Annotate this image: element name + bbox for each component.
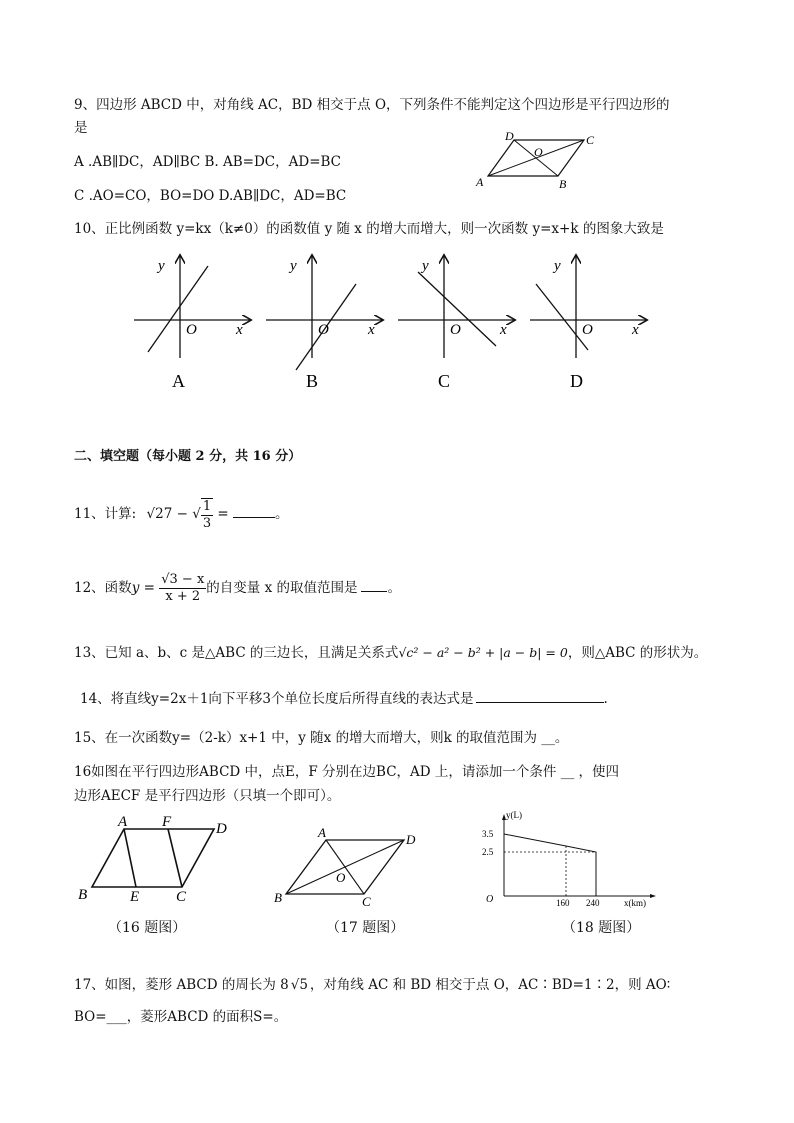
graph-b-label: B [306,371,319,391]
q13: 13、已知 a、b、c 是△ABC 的三边长，且满足关系式√c² − a² − b² + |a − b| = 0，则△ABC 的形状为。 [74,645,708,661]
q9-fig-label-b: B [559,177,567,191]
q16-line1: 16如图在平行四边形ABCD 中，点E，F 分别在边BC，AD 上，请添加一个条件 __ ，使四 [74,764,620,780]
svg-text:x: x [500,322,507,338]
svg-text:B: B [78,887,88,903]
q9-fig-label-c: C [586,133,595,147]
svg-text:240: 240 [586,898,600,908]
graph-a [134,256,250,391]
graph-c-label: C [438,371,451,391]
svg-text:A: A [118,815,128,830]
q17-line2: BO=___，菱形ABCD 的面积S=。 [74,1009,288,1025]
q9-line2: 是 [74,120,88,136]
section-2-heading: 二、填空题（每小题 2 分，共 16 分） [74,449,302,464]
q9-options-cd: C .AO=CO，BO=DO D.AB∥DC，AD=BC [74,188,347,204]
fig17-rhombus [270,822,420,912]
q9-options-ab: A .AB∥DC，AD∥BC B. AB=DC，AD=BC [74,154,342,170]
svg-text:E: E [130,889,140,905]
svg-text:y: y [554,258,561,274]
q16-line2: 边形AECF 是平行四边形（只填一个即可）。 [74,788,341,804]
caption-16: （16 题图） [108,920,187,936]
q9-fig-label-o: O [534,145,543,159]
q9-line1: 9、四边形 ABCD 中，对角线 AC，BD 相交于点 O，下列条件不能判定这个四边形是平行四边形的 [74,97,670,113]
q9-parallelogram-figure [470,128,600,192]
svg-text:C: C [176,889,187,905]
svg-text:O: O [336,870,346,885]
fig16-parallelogram [72,815,242,905]
svg-text:B: B [274,890,282,905]
q15: 15、在一次函数y=（2-k）x+1 中，y 随x 的增大而增大，则k 的取值范围为 __。 [74,730,569,746]
svg-text:O: O [186,322,197,338]
fig18-graph [474,808,674,912]
graph-a-label: A [172,371,185,391]
q17-line1: 17、如图，菱形 ABCD 的周长为 8 √5 ，对角线 AC 和 BD 相交于点 O，AC∶BD=1∶2，则 AO∶ [74,977,671,993]
svg-text:A: A [318,825,326,840]
caption-17: （17 题图） [326,920,405,936]
svg-text:C: C [362,894,371,909]
q12: 12、函数y = $\frac{√3 - x}{x + 2}$ 的自变量 x 的取值范围是 。 [74,572,401,604]
graph-d-label: D [570,371,583,391]
svg-text:O: O [318,322,329,338]
svg-text:O: O [582,322,593,338]
graph-c [398,256,514,391]
svg-text:160: 160 [556,898,570,908]
svg-text:2.5: 2.5 [482,847,494,857]
svg-text:x: x [236,322,243,338]
q9-fig-label-d: D [505,129,514,143]
svg-text:F: F [162,815,172,830]
q9-fig-label-a: A [476,175,484,189]
graph-d [530,256,646,391]
graph-b [266,256,382,391]
svg-text:y: y [422,258,429,274]
q10-text: 10、正比例函数 y=kx（k≠0）的函数值 y 随 x 的增大而增大，则一次函数 y=x+k 的图象大致是 [74,221,664,237]
svg-text:D: D [406,832,416,847]
svg-text:y(L): y(L) [506,810,522,820]
svg-text:y: y [158,258,165,274]
svg-text:3.5: 3.5 [482,829,494,839]
q10-graphs [128,250,658,395]
svg-text:x(km): x(km) [624,898,646,908]
svg-text:O: O [450,322,461,338]
q11: 11、计算: √27 − √ $\frac{1}{3}$ = 。 [74,498,289,531]
caption-18: （18 题图） [562,920,641,936]
svg-text:O: O [486,894,494,905]
svg-text:x: x [368,322,375,338]
svg-text:D: D [216,821,227,837]
svg-text:x: x [632,322,639,338]
q14: 14、将直线y=2x＋1向下平移3个单位长度后所得直线的表达式是 . [80,691,608,707]
svg-text:y: y [290,258,297,274]
